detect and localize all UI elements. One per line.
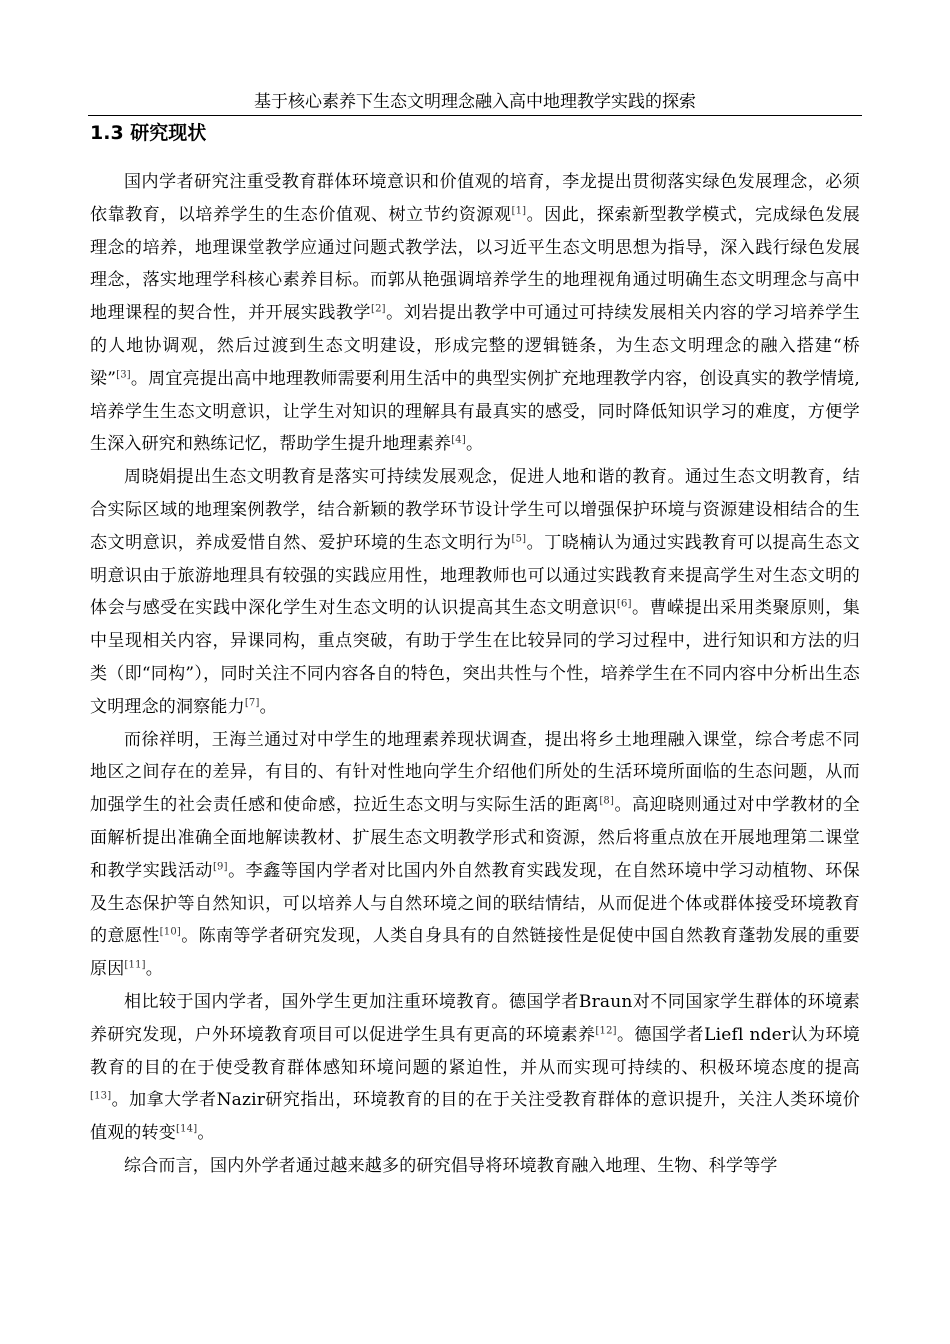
running-header: 基于核心素养下生态文明理念融入高中地理教学实践的探索 [88, 90, 862, 116]
citation-ref: [8] [599, 795, 615, 807]
citation-ref: [5] [511, 533, 527, 545]
paragraph-text: 而徐祥明，王海兰通过对中学生的地理素养现状调查，提出将乡土地理融入课堂，综合考虑不同地区之间存在的差异，有目的、有针对性地向学生介绍他们所处的生活环境所面临的生态问题，从而加强学生的社会责任感和使命感，拉近生态文明与实际生活的距离 [90, 729, 860, 816]
paragraph-text: 。 [465, 434, 484, 455]
paragraph-text: 。加拿大学者Nazir研究指出，环境教育的目的在于关注受教育群体的意识提升，关注人类环境价值观的转变 [90, 1090, 860, 1144]
paragraph-text: 。刘岩提出教学中可通过可持续发展相关内容的学习培养学生的人地协调观，然后过渡到生态文明建设，形成完整的逻辑链条，为生态文明理念的融入搭建“桥梁” [90, 303, 860, 389]
paragraph [90, 461, 860, 723]
citation-ref: [7] [244, 697, 260, 709]
paragraph-text: 。周宜亮提出高中地理教师需要利用生活中的典型实例扩充地理教学内容，创设真实的教学情境,培养学生生态文明意识，让学生对知识的理解具有最真实的感受，同时降低知识学习的难度，方便学生深入研究和熟练记忆，帮助学生提升地理素养 [90, 368, 860, 455]
paragraph-text: 。陈南等学者研究发现，人类自身具有的自然链接性是促使中国自然教育蓬勃发展的重要原因 [90, 926, 860, 980]
citation-ref: [14] [176, 1123, 198, 1135]
citation-ref: [12] [595, 1025, 617, 1037]
paragraph-text: 。 [145, 959, 163, 980]
paragraph-text: 。 [197, 1123, 215, 1144]
paragraph-text: 。 [259, 696, 277, 717]
citation-ref: [13] [90, 1090, 112, 1102]
paragraph [90, 724, 860, 986]
citation-ref: [1] [511, 205, 527, 217]
paragraph [90, 166, 860, 461]
paragraph-text: 相比较于国内学者，国外学生更加注重环境教育。德国学者Braun对不同国家学生群体的环境素养研究发现，户外环境教育项目可以促进学生具有更高的环境素养 [90, 991, 860, 1045]
citation-ref: [6] [616, 598, 632, 610]
paragraph [90, 1150, 860, 1183]
citation-ref: [10] [159, 926, 181, 938]
citation-ref: [3] [116, 369, 131, 381]
body-text [90, 166, 860, 1183]
paragraph-text: 。因此，探索新型教学模式，完成绿色发展理念的培养，地理课堂教学应通过问题式教学法，以习近平生态文明思想为指导，深入践行绿色发展理念，落实地理学科核心素养目标。而郭从艳强调培养学生的地理视角通过明确生态文明理念与高中地理课程的契合性，并开展实践教学 [90, 204, 860, 324]
paragraph [90, 986, 860, 1150]
paragraph-text: 。李鑫等国内学者对比国内外自然教育实践发现，在自然环境中学习动植物、环保及生态保护等自然知识，可以培养人与自然环境之间的联结情结，从而促进个体或群体接受环境教育的意愿性 [90, 860, 860, 947]
paragraph-text: 。曹嵘提出采用类聚原则，集中呈现相关内容，异课同构，重点突破，有助于学生在比较异同的学习过程中，进行知识和方法的归类（即“同构”），同时关注不同内容各自的特色，突出共性与个性，培养学生在不同内容中分析出生态文明理念的洞察能力 [90, 598, 860, 717]
paragraph-text: 。高迎晓则通过对中学教材的全面解析提出准确全面地解读教材、扩展生态文明教学形式和资源，然后将重点放在开展地理第二课堂和教学实践活动 [90, 795, 860, 881]
section-heading: 1.3 研究现状 [90, 122, 207, 144]
paragraph-text: 周晓娟提出生态文明教育是落实可持续发展观念，促进人地和谐的教育。通过生态文明教育，结合实际区域的地理案例教学，结合新颖的教学环节设计学生可以增强保护环境与资源建设相结合的生态文明意识，养成爱惜自然、爱护环境的生态文明行为 [90, 467, 860, 553]
citation-ref: [4] [451, 434, 466, 446]
citation-ref: [11] [124, 959, 146, 971]
citation-ref: [9] [212, 861, 228, 873]
paragraph-text: 。德国学者Liefl nder认为环境教育的目的在于使受教育群体感知环境问题的紧迫性，并从而实现可持续的、积极环境态度的提高 [90, 1024, 860, 1078]
citation-ref: [2] [371, 303, 386, 315]
paragraph-text: 。丁晓楠认为通过实践教育可以提高生态文明意识由于旅游地理具有较强的实践应用性，地理教师也可以通过实践教育来提高学生对生态文明的体会与感受在实践中深化学生对生态文明的认识提高其生态文明意识 [90, 532, 860, 619]
paragraph-text: 国内学者研究注重受教育群体环境意识和价值观的培育，李龙提出贯彻落实绿色发展理念，必须依靠教育，以培养学生的生态价值观、树立节约资源观 [90, 172, 860, 225]
paragraph-text: 综合而言，国内外学者通过越来越多的研究倡导将环境教育融入地理、生物、科学等学 [124, 1155, 778, 1176]
